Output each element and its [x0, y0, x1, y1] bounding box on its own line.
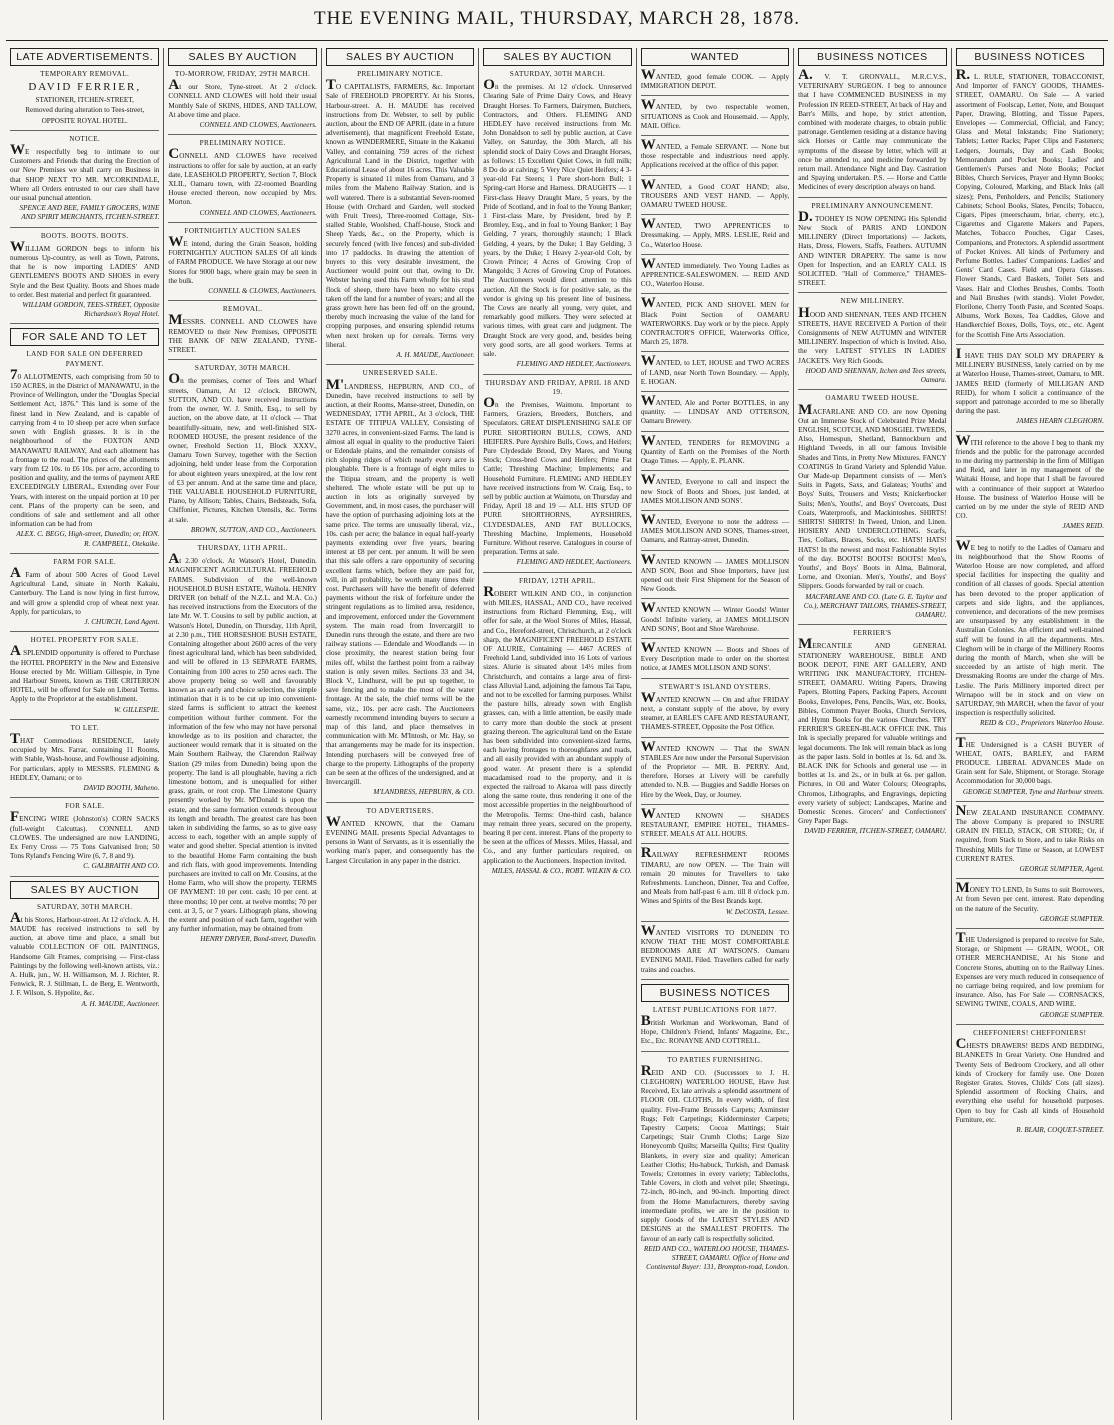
ad-body: WANTED, TENDERS for REMOVING a Quantity of Earth on the Premises of the North Otago Times. — Apply, E. PLANK.	[640, 432, 790, 466]
advertisement	[956, 1029, 1104, 1139]
advertisement	[10, 636, 159, 720]
ad-signature: FLEMING AND HEDLEY, Auctioneers.	[516, 360, 632, 369]
advertisement	[640, 600, 790, 639]
ad-body: MESSRS. CONNELL AND CLOWES have REMOVED to their New Premises, OPPOSITE THE BANK OF NEW ZEALAND, TYNE-STREET.	[168, 312, 317, 355]
advertisement	[955, 345, 1104, 432]
ad-signature: HOOD AND SHENNAN, Itchen and Tees streets, Oamaru.	[805, 366, 947, 385]
advertisement	[955, 930, 1104, 1025]
masthead-rule	[6, 40, 1108, 41]
advertisement	[955, 67, 1104, 345]
advertisement	[640, 176, 790, 216]
ad-signature: JAMES REID.	[1062, 522, 1104, 531]
ad-body: WANTED, Everyone to note the address — JAMES MOLLISON AND SONS, Thames-street, Oamaru, and Rattray-street, Dunedin.	[640, 511, 790, 545]
ad-body: WANTED, Everyone to call and inspect the new Stock of Boots and Shoes, just landed, at JAMES MOLLISON AND SONS'.	[640, 472, 790, 505]
advertisement	[10, 558, 159, 632]
advertisement	[640, 551, 790, 600]
section-heading: SALES BY AUCTION	[168, 48, 316, 66]
ad-body: On the premises. At 12 o'clock. Unreserved Clearing Sale of Prime Dairy Cows, and Heavy Draught Horses. To Farmers, Dairymen, Butchers, Contractors, and Others. FLEMING AND HEDLEY have received instructions from Mr. John Donaldson to sell by public auction, at Cave Valley, on Saturday, the 30th March, all his splendid stock of Dairy Cows and Draught Horses, as follows: 15 Excellent Quiet Cows, in full milk; 8 Do do at calving; 5 Very Nice Quiet Heifers; 4 3-year-old Fat Steers; 1 Pure short-horn Bull; 1 Spring-cart Horse and Harness. DRAUGHTS — 1 First-class Heavy Draught Mare, 5 years, by the Pride of Scotland, and in foal to the Young Banker; 1 First-class Mare, by President, bred by P. Bromley, Esq., and in foal to Young Banker; 1 Bay Gelding, 7 years, thoroughly staunch; 1 Black Gelding, 4 years, by the Duke; 1 Bay Gelding, 3 years, by the Duke; 1 Heavy 2-year-old Colt, by Crown Prince; 4 Acres of Growing Crop of Mangolds; 3 Acres of Growing Crop of Potatoes. The Auctioneers would direct attention to this auction. All the Stock is for positive sale, as the vendor is giving up his present line of business. The Cows are nearly all young, very quiet, and remarkably good milkers. They were selected at various times, with great care and judgment. The Draught Stock are very good, and, besides being very good sorts, are all good workers. Terms at sale.	[483, 77, 632, 359]
ad-body: CHESTS DRAWERS! BEDS AND BEDDING, BLANKETS In Great Variety. One Hundred and Twenty Sets of Bedroom Crockery, and all other kinds of Crockery for family use. One Dozen Register Grates. Stoves, Childs' Cots (all sizes). Splendid assortment of Rocking Chairs, and everything else useful for household purposes. Open to buy for Cash all kinds of Household Furniture, etc.	[955, 1036, 1104, 1124]
advertisement	[955, 734, 1104, 802]
ad-title: NOTICE.	[69, 134, 101, 143]
ad-title: TO ADVERTISERS.	[366, 806, 434, 815]
advertisement	[10, 135, 159, 228]
ad-body: HOOD AND SHENNAN, TEES AND ITCHEN STREETS, HAVE RECEIVED A Portion of their Consignments of NEW AUTUMN and WINTER MILLINERY. Inspection of which is Invited. Also, the very LATEST STYLES IN LADIES' JACKETS. Very Rich Goods.	[798, 304, 947, 365]
ad-signature: W. GILLESPIE.	[113, 705, 160, 714]
advertisement	[640, 67, 790, 96]
advertisement	[168, 139, 316, 223]
ad-signature: W. DeCOSTA, Lessee.	[725, 907, 790, 916]
advertisement	[798, 297, 946, 390]
ad-body: WANTED KNOWN — JAMES MOLLISON AND SON, Boot and Shoe Importers, have just opened out their First Shipment for the Season of New Goods.	[640, 551, 790, 594]
ad-body: MONEY TO LEND, In Sums to suit Borrowers, At from Seven per cent. interest. Rate depending on the nature of the Security.	[955, 880, 1104, 913]
section-heading: SALES BY AUCTION	[326, 48, 474, 66]
ad-signature: REID AND CO., WATERLOO HOUSE, THAMES-STREET, OAMARU. Office of Home and Continental Buyer: 131, Brompton-road, London.	[643, 1244, 790, 1272]
section-heading: SALES BY AUCTION	[10, 881, 159, 899]
ad-body: WANTED KNOWN, that the Oamaru EVENING MAIL presents Special Advantages to persons in Want of Servants, as it is essentially the working man's paper, and consequently has the Largest Circulation in any paper in the district.	[325, 813, 475, 865]
ad-signature: FLEMING AND HEDLEY, Auctioneers.	[516, 558, 632, 567]
ad-heading: DAVID FERRIER,	[28, 81, 142, 94]
ad-body: TO CAPITALISTS, FARMERS, &c. Important Sale of FREEHOLD PROPERTY. At his Stores, Harbour-street. A. H. MAUDE has received instructions from Dr. Webster, to sell by public auction, about the END OF APRIL (date in a future advertisement), that magnificent Freehold Estate, known as WINDERMERE, Situate in the Kakanui Valley, and containing 759 acres of the richest Agricultural Land in the District, together with Educational Lease of about 16 acres. This Valuable Property is situated 11 miles from Oamaru, and 3 miles from the Maheno Railway Station, and is well watered. There is a substantial Seven-roomed House (with Orchard and Garden, well stocked with Fruit Trees), Three-roomed Cottage, Six-stalled Stable, Woolshed, Chaff-house, Stock and Sheep Yards, &c., on the Property, which is securely fenced (with live fences) and sub-divided into 17 paddocks. In drawing the attention of buyers to this very desirable investment, the Auctioneer would point out that, owing to Dr. Webster having used this Farm wholly for his stud flock of sheep, there have been no white crops taken off the land for a number of years; and all the grass grown here has been fed off on the ground, thereby much increasing the value of the land for cropping purposes, and ensuring splendid returns when next broken up for cereals. Terms very liberal.	[325, 77, 475, 349]
ad-title: STEWART'S ISLAND OYSTERS.	[659, 682, 771, 691]
advertisement	[955, 537, 1104, 734]
ad-title: HOTEL PROPERTY FOR SALE.	[30, 636, 139, 645]
ad-title: SATURDAY, 30TH MARCH.	[509, 70, 606, 78]
ad-signature: SPENCE AND BEE, FAMILY GROCERS, WINE AND SPIRIT MERCHANTS, ITCHEN-STREET.	[19, 204, 160, 222]
ad-signature: A. H. MAUDE, Auctioneer.	[396, 351, 475, 360]
section-heading: BUSINESS NOTICES	[956, 48, 1104, 66]
ad-body: WANTED KNOWN — Winter Goods! Winter Goods! Infinite variety, at JAMES MOLLISON AND SONS', Boot and Shoe Warehouse.	[640, 600, 790, 633]
ad-body: NEW ZEALAND INSURANCE COMPANY. The above Company is prepared to INSURE GRAIN IN FIELD, STACK, OR STORE; Or, if required, from Stack to Store, and to take Risks on Threshing Mills for Time or Season, at LOWEST CURRENT RATES.	[955, 802, 1104, 863]
ad-body: WE intend, during the Grain Season, holding FORTNIGHTLY AUCTION SALES Of all kinds of FARM PRODUCE. We have Storage at our new Stores for 9000 bags, where grain may be seen in the bulk.	[168, 234, 317, 285]
advertisement	[641, 1006, 789, 1052]
section-heading: SALES BY AUCTION	[483, 48, 631, 66]
ad-body: REID AND CO. (Successors to J. H. CLEGHORN) WATERLOO HOUSE, Have Just Received, Ex late arrivals a splendid assortment of FLOOR OIL CLOTHS, In every width, of first quality. Five-Frame Brussels Carpets; Axminster Rugs; Felt Carpetings; Kidderminster Carpets; Tapestry Carpets; Cocoa Mattings; Stair Carpetings; Stair Crumb Cloths; Large Size Honeycomb Quilts; Marseilla Quilts; First Quality Blankets, in every size and quality; American Leather Cloths; Hu-habuck, Turkish, and Damask Towels; Cretonnes in every variety; Tablecloths, Table Covers, in cloth and velvet pile; Sheetings, 72-inch, 80-inch, and 90-inch. Importing direct from the Home Manufacturers, thereby saving intermediate profits, we are in the position to supply Goods of the LATEST STYLES AND DESIGNS at the SMALLEST PROFITS. The favour of an early call is respectfully solicited.	[640, 1062, 790, 1243]
ad-body: British Workman and Workwoman, Band of Hope, Children's Friend, Infants' Magazine, Etc., Etc., Etc. RONAYNE AND COTTRELL.	[640, 1013, 790, 1046]
ad-title: NEW MILLINERY.	[840, 297, 905, 306]
ad-body: WANTED KNOWN — SHADES RESTAURANT, EMPIRE HOTEL, THAMES-STREET. MEALS AT ALL HOURS.	[640, 805, 790, 839]
ad-body: WANTED, a Female SERVANT. — None but those respectable and industrious need apply. Applications received at the office of this paper.	[640, 137, 790, 170]
ad-signature: GEORGE SUMPTER, Tyne and Harbour streets.	[962, 787, 1104, 796]
advertisement	[955, 880, 1104, 929]
columns	[6, 48, 1108, 1420]
ad-body: WANTED KNOWN — That the SWAN STABLES Are now under the Personal Supervision of the Proprietor — MR. B. PERRY. And, therefore, Horses at Livery will be carefully attended to. N.B. — Buggies and Saddle Horses on Hire by the Week, Day, or Journey.	[640, 738, 790, 799]
advertisement	[168, 227, 316, 301]
advertisement	[798, 202, 946, 294]
section-heading: LATE ADVERTISEMENTS.	[10, 48, 159, 66]
ad-body: RAILWAY REFRESHMENT ROOMS TIMARU, are now OPEN. — The Train will remain 20 minutes for Travellers to take Refreshments. Luncheon, Dinner, Tea and Coffee, and Meals from half-past 6 a.m. till 8 o'clock p.m. Wines and Spirits of the Best Brands kept.	[640, 845, 790, 906]
advertisement	[640, 639, 790, 679]
ad-body: CONNELL AND CLOWES have received instructions to offer for sale by auction, at an early date, LEASEHOLD PROPERTY, Section 7, Block XLII., Oamaru town, with 22-roomed Boarding House erected thereon, now occupied by Mrs. Morton.	[168, 146, 317, 207]
advertisement	[10, 724, 159, 798]
advertisement	[798, 629, 946, 840]
ad-title: UNRESERVED SALE.	[362, 369, 438, 378]
ad-title: THURSDAY, 11TH APRIL.	[197, 543, 288, 552]
advertisement	[798, 394, 946, 625]
ad-signature: R. BLAIR, COQUET-STREET.	[1016, 1125, 1104, 1134]
advertisement	[640, 255, 790, 295]
ad-signature: GEORGE SUMPTER, Agent.	[1019, 865, 1104, 874]
ad-body: D. TOOHEY IS NOW OPENING His Splendid New Stock of PARIS AND LONDON MILLINERY (Direct Importations) — Jackets, Hats, Dress, Flowers, Staffs, Feathers. AUTUMN AND WINTER DRAPERY. The same is now Open for Inspection, and an EARLY CALL IS SOLICITED. "Hall of Commerce," THAMES-STREET.	[798, 208, 947, 288]
ad-body: On the premises, corner of Tees and Wharf streets, Oamaru, At 12 o'clock. BROWN, SUTTON, AND CO. have received instructions from the owner, W. J. Smith, Esq., to sell by auction, on the above date, at 11 o'clock — That beautifully-situate, new, and well-finished SIX-ROOMED HOUSE, the present residence of the owner, Freehold Section 11, Block XXXV., Oamaru Town Survey, together with the Section adjoining, held under lease from the Corporation for about eighteen years unexpired, at the low rent of £3 per annum. And at the same time and place, THE VALUABLE HOUSEHOLD FURNITURE, Piano, by Allison; Tables, Chairs, Bedsteads, Sofa, Chiffonier, Pictures, Kitchen Utensils, &c. Terms at sale.	[168, 371, 317, 524]
section-heading: BUSINESS NOTICES	[798, 48, 946, 66]
ad-title: FRIDAY, 12TH APRIL.	[518, 576, 597, 585]
advertisement	[10, 70, 159, 131]
ad-body: THE Undersigned is a CASH BUYER of WHEAT, OATS, BARLEY, and FARM PRODUCE. LIBERAL ADVANCES Made on Grain sent for Sale, Shipment, or Storage. Storage Accommodation for 30,000 bags.	[955, 734, 1104, 786]
ad-signature: C. GALBRAITH AND CO.	[83, 862, 160, 871]
ad-title: PRELIMINARY NOTICE.	[199, 139, 286, 148]
ad-signature: ALEX. C. BEGG, High-street, Dunedin; or, HON. R. CAMPBELL, Otekaike.	[16, 530, 160, 548]
advertisement	[640, 432, 790, 472]
ad-body: 70 ALLOTMENTS, each comprising from 50 to 150 ACRES, in the District of MANAWATU, in the Province of Wellington, under the "Douglas Special Settlement Act, 1876." This land is some of the finest land in New Zealand, and is capable of carrying from 4 to 10 sheep per acre when surface sown with English grasses. It is in the neighbourhood of the FOXTON AND MANAWATU RAILWAY, And each allotment has a frontage to the road. The prices of the allotments vary from £2 10s. to £6 10s. per acre, according to position and quality, and the terms of payment ARE EXCEEDINGLY LIBERAL, Extending over Four Years, with interest on the unpaid portion at 10 per cent. Plans of the property can be seen, and conditions of sale and settlement and all other information can be had from	[10, 366, 160, 529]
ad-signature: CONNELL AND CLOWES, Auctioneers.	[199, 121, 317, 130]
ad-title: TO LET.	[70, 723, 99, 732]
ad-body: At 2.30 o'clock. At Watson's Hotel, Dunedin. MAGNIFICENT AGRICULTURAL FREEHOLD FARMS. Subdivision of the well-known HOUSEHOLD BUSH ESTATE, Waihola. HENRY DRIVER (on behalf of the N.Z.L. and M.A. Co.) has received instructions from the Executors of the late Mr. W. T. Cousins to sell by public auction, at Watson's Hotel, Dunedin, on Thursday, 11th April, at 2.30 p.m., THE HORSESHOE BUSH ESTATE, Containing altogether about 2600 acres of the very finest agricultural land, which has been subdivided, and will be offered in 13 SEPARATE FARMS, Containing from 100 acres to 250 acres each. The above property being so well and favourably known as an early and choice selection, the simple intimation that it is to be cut up into convenient-sized farms is sufficient to attract the keenest competition without further comment. For the information of the few who may not have personal knowledge as to its position and character, the auctioneer would remark that it is situated on the Main Southern Railway, the Clarendon Railway Station (29 miles from Dunedin) being upon the property. The land is all ploughable, having a rich limestone bottom, and is unequalled for either grass, grain, or root crop. The Limestone Quarry presently worked by Mr. M'Donald is upon the estate, and the same formation extends throughout its length and breadth. The greatest care has been taken in subdividing the farms, so as to give easy access to each, together with an ample supply of water and good shelter. Special attention is invited to the beautiful Home Farm containing the bush and rich flats, with good improvements. Intending purchasers are invited to call on Mr. Cousins, at the Home Farm, who will show the property. TERMS OF PAYMENT: 10 per cent. cash; 10 per cent. at three months; 10 per cent. at twelve months; 70 per cent. at 3, 5, or 7 years. Lithograph plans, showing the extent and position of each farm, together with any further information, may be obtained from	[168, 551, 317, 934]
advertisement	[483, 577, 631, 881]
section-heading: BUSINESS NOTICES	[641, 984, 789, 1002]
advertisement	[168, 364, 316, 540]
ad-body: WANTED, a Good COAT HAND; also, TROUSERS AND VEST HAND. — Apply, OAMARU TWEED HOUSE.	[640, 176, 790, 210]
advertisement	[955, 432, 1104, 537]
ad-line: Removed during alteration to Tees-street,	[25, 106, 145, 115]
ad-title: BOOTS. BOOTS. BOOTS.	[40, 231, 129, 240]
ad-title: TO-MORROW, FRIDAY, 29TH MARCH.	[174, 70, 311, 78]
ad-title: SATURDAY, 30TH MARCH.	[194, 364, 291, 373]
advertisement	[640, 137, 790, 176]
section-heading: WANTED	[641, 48, 789, 66]
column	[951, 48, 1108, 1420]
ad-signature: CONNELL AND CLOWES, Auctioneers.	[199, 208, 317, 217]
ad-body: WANTED, to LET, HOUSE and TWO ACRES of LAND, near North Town Boundary. — Apply, E. HOGAN.	[640, 353, 790, 386]
ad-title: PRELIMINARY ANNOUNCEMENT.	[811, 201, 934, 210]
advertisement	[640, 97, 790, 136]
ad-signature: DAVID FERRIER, ITCHEN-STREET, OAMARU.	[804, 827, 947, 836]
ad-body: A SPLENDID opportunity is offered to Purchase the HOTEL PROPERTY in the New and Extensive House erected by Mr. William Gillespie, in Tyne and Harbour Streets, known as THE CRITERION HOTEL, will be offered for Sale on Liberal Terms. Apply to the Proprietor at the establishment.	[10, 643, 160, 704]
ad-body: A Farm of about 500 Acres of Good Level Agricultural Land, situate in North Kakaiu, Canterbury. The Land is now lying in first furrow, and will grow a splendid crop of wheat next year. Apply, for particulars, to	[10, 564, 160, 616]
column	[163, 48, 320, 1420]
ad-signature: M'LANDRESS, HEPBURN, & CO.	[373, 788, 475, 797]
ad-body: WE respectfully beg to intimate to our Customers and Friends that during the Erection of our New Premises we shall carry on Business in that SHOP NEXT TO MR. M'CORKINDALE, Where all Orders entrusted to our care shall have our usual punctual attention.	[10, 142, 160, 203]
advertisement	[483, 379, 631, 573]
advertisement	[640, 472, 790, 511]
column	[636, 48, 793, 1420]
advertisement	[641, 1056, 789, 1277]
ad-body: WANTED, by two respectable women, SITUATIONS as Cook and Housemaid. — Apply, MAIL Office.	[640, 97, 790, 130]
ad-line: OPPOSITE ROYAL HOTEL.	[41, 116, 128, 125]
ad-body: WANTED, Ale and Porter BOTTLES, in any quantity. — LINDSAY AND OTTERSON, Oamaru Brewery.	[640, 393, 790, 426]
ad-signature: JAMES HEARN CLEGHORN.	[1015, 417, 1104, 426]
ad-title: CHEFFONIERS! CHEFFONIERS!	[973, 1028, 1087, 1037]
column	[478, 48, 635, 1420]
masthead: THE EVENING MAIL, THURSDAY, MARCH 28, 1878.	[313, 8, 800, 29]
ad-signature: GEORGE SUMPTER.	[1039, 914, 1104, 923]
ad-line: STATIONER, ITCHEN-STREET,	[35, 96, 134, 105]
advertisement	[168, 305, 316, 360]
advertisement	[10, 802, 159, 876]
advertisement	[640, 393, 790, 432]
ad-signature: GEORGE SUMPTER.	[1039, 1010, 1104, 1019]
ad-body: M'LANDRESS, HEPBURN, AND CO., of Dunedin, have received instructions to sell by auction, at their Rooms, Manse-street, Dunedin, on WEDNESDAY, 17TH APRIL, At 3 o'clock, THE ESTATE OF TITIPUA VALLEY, Consisting of 3270 acres, in convenient-sized Farms. The land is almost all equal in quality to the productive Taieri or Edendale plains, and the remainder consists of rich sloping ridges of which nearly every acre is ploughable. There is a frontage of eight miles to the Titipua stream, and the property is well sheltered. The whole estate will be put up to auction in lots as originally surveyed by Government, and, in most cases, the purchaser will have the option of purchasing adjoining lots at the same price. The terms are unusually liberal, viz., 10s. cash per acre; the balance in equal half-yearly payments extending over five years, bearing interest at £8 per cent. per annum. It will be seen that this sale offers a rare opportunity of securing excellent farms which, before they are paid for, will, in all probability, be worth many times their cost. Purchasers will have the benefit of deferred payments without the risk of forfeiture under the stringent regulations as to limited area, residence, and improvement, enforced under the Government system. The main road from Invercargill to Dunedin runs through the estate, and there are two railway stations — Edendale and Woodlands — in close proximity, the nearest station being four miles off, whilst the farthest point from a railway station is only seven miles. Sections 33 and 34, Block V., Lindhurst, will be put up together, to save fencing and to make the most of the water frontage. At the sale, the chief terms will be the same, viz., 10s. per acre cash. The Auctioneers earnestly recommend intending buyers to secure a map of this land, and place themselves in communication with Mr. M'Intosh, or Mr. Hay, so that arrangements may be made for its inspection. Intending purchasers will be conveyed free of charge to the property. Lithographs of the property can be seen at the offices of the undersigned, and at Invercargill.	[325, 376, 475, 787]
advertisement	[10, 232, 159, 325]
ad-body: At our Store, Tyne-street. At 2 o'clock. CONNELL AND CLOWES will hold their usual Monthly Sale of SKINS, HIDES, AND TALLOW, At above time and place.	[168, 77, 317, 119]
ad-body: WANTED, TWO APPRENTICES to Dressmaking. — Apply, MRS. LESLIE, Reid and Co., Waterloo House.	[640, 216, 790, 249]
ad-title: REMOVAL.	[222, 305, 263, 314]
advertisement	[640, 295, 790, 352]
column	[321, 48, 478, 1420]
ad-body: WANTED, PICK AND SHOVEL MEN for Black Point Section of OAMARU WATERWORKS. Day work or by the piece. Apply CONTRACTOR'S OFFICE, Waterworks Office, March 25, 1878.	[640, 295, 790, 347]
ad-signature: MILES, HASSAL & CO., ROBT. WILKIN & CO.	[491, 866, 632, 875]
ad-title: FORTNIGHTLY AUCTION SALES	[184, 226, 301, 235]
ad-body: On the Premises, Waimotu. Important to Farmers, Graziers, Breeders, Butchers, and Speculators. GREAT DISPLENISHING SALE OF PURE SHORTHORN BULLS, COWS, AND HEIFERS. Pure Ayrshire Bulls, Cows, and Heifers; Pure Clydesdale Brood, Dry Mares, and Young Stock; Cross-bred Cows and Heifers; Prime Fat Cattle; Threshing Machine; Implements; and Household Furniture. FLEMING AND HEDLEY have received instructions from W. Craig, Esq., to sell by public auction at Waimotu, on Thursday and Friday, April 18 and 19 — ALL HIS STUD OF PURE SHORTHORNS, AYRSHIRES, CLYDESDALES, AND FAT BULLOCKS, Threshing Machine, Implements, Household Furniture. Without reserve. Catalogues in course of preparation. Terms at sale.	[483, 394, 632, 557]
ad-body: WANTED, good female COOK. — Apply IMMIGRATION DEPOT.	[640, 67, 790, 91]
ad-body: WANTED VISITORS TO DUNEDIN TO KNOW THAT THE MOST COMFORTABLE BEDROOMS ARE AT WATSON'S. Oamaru EVENING MAIL Filed. Travellers called for early trains and coaches.	[640, 922, 790, 974]
ad-signature: MACFARLANE AND CO. (Late G. E. Taylor and Co.), MERCHANT TAILORS, THAMES-STREET, OAMARU.	[803, 592, 947, 619]
ad-signature: J. CHURCH, Land Agent.	[84, 617, 160, 626]
advertisement	[168, 544, 316, 949]
column	[793, 48, 950, 1420]
ad-signature: REID & CO., Proprietors Waterloo House.	[979, 719, 1104, 728]
ad-title: LATEST PUBLICATIONS FOR 1877.	[652, 1005, 777, 1014]
ad-body: R. L. RULE, STATIONER, TOBACCONIST, And Importer of FANCY GOODS, THAMES-STREET, OAMARU. On Sale — A varied assortment of Foolscap, Letter, Note, and Bouquet Paper, Drawing, Blotting, and Tissue Papers, Envelopes — Commercial, Official, and Fancy; Glass and Metal Inkstands; Fine Stationery; Tablets; Letter Racks; Paper Clips and Fasteners; Ledgers, Journals, Day and Cash Books; Memorandum and Pocket Books; Ladies' and Gentlemen's Purses and Note Books; Pocket Bibles, Church Services, Prayer and Hymn Books; Copying, Coloured, Marking, and Black Inks (all sizes); Pens, Penholders, and Pencils; Stationery Cabinets; School Books, Slates, Pencils; Tobacco, Cigars, Pipes (meerschaum, briar, cherry, etc.), Cigarettes and Cigarette Makers and Papers, Matches, Tobacco Pouches, Cigar Cases, Companions, and Protectors. A splendid assortment of Pocket Knives. All kinds of Perfumery and Perfume Bottles. Ladies' Companions. Ladies' and Gents' Card Cases. Field and Opera Glasses. Flower Stands, Card Baskets, Toilet Sets and Vases. Hair and Clothes Brushes, Combs. Tooth and Nail Brushes (with stands). Violet Powder, Florilone, Cherry Tooth Paste, and Scented Soaps. Albums, Work Boxes, Tea Caddies, Glove and Handkerchief Boxes, Dolls, Toys, etc., etc. Agent for the Scottish Fine Arts Association.	[955, 67, 1104, 339]
ad-body: WANTED KNOWN — On and after FRIDAY next, a constant supply of the above, by every steamer, at EARLE'S CAFE AND RESTAURANT, THAMES-STREET, Opposite the Post Office.	[640, 689, 790, 732]
advertisement	[955, 802, 1104, 879]
ad-signature: HENRY DRIVER, Bond-street, Dunedin.	[200, 935, 317, 944]
ad-title: LAND FOR SALE ON DEFERRED PAYMENT.	[26, 350, 144, 368]
advertisement	[641, 683, 789, 738]
ad-title: FARM FOR SALE.	[53, 557, 117, 566]
ad-body: MACFARLANE AND CO. are now Opening Out an Immense Stock of Celebrated Prize Medal ENGLISH, SCOTCH, AND MOSGIEL TWEEDS, Also, Homespun, Shetland, Bannockburn and Highland Tweeds, in all our famous Invisible Shades and Tints, in Pretty New Mixtures. FANCY COATINGS In Grand Variety and Splendid Value. Our Made-up Department consists of — Men's Suits in Pagets, Saxs, and Galateas; Youths' and Boys' Suits, Trousers and Vests; Knickerbocker Suits; Men's, Youths', and Boys' Overcoats, Dust Coats, Waterproofs, and Mackintoshes. SHIRTS! SHIRTS! SHIRTS! In Tweed, Union, and Linen. HOSIERY AND UNDERCLOTHING. Scarfs, Ties, Collars, Braces, Socks, etc. HATS! HATS! HATS! In the newest and most Fashionable Styles of the day. BOOTS! BOOTS! BOOTS! Men's, Youths', and Boys' Boots in Alma, Balmoral, Lorne, and Oxonian. Men's, Youths', and Boys' Slippers. Goods forwarded by rail or coach.	[798, 401, 947, 591]
ad-body: At his Stores, Harbour-street. At 12 o'clock. A. H. MAUDE has received instructions to sell by auction, at above time and place, a small but valuable COLLECTION OF OIL PAINTINGS, Handsome Gilt Frames, comprising — First-class Paintings by the following well-known artists, viz.: A. Hulk, jun., W. H. Williamson, M. J. Richter, R. Fenwick, R. J. Stillman, L. de Berg, E. Wentworth, J. F. Wilson, S. Hypolite, &c.	[10, 909, 160, 998]
ad-body: FENCING WIRE (Johnston's) CORN SACKS (full-weight Calcuttas). CONNELL AND CLOWES. The undersigned are now LANDING, Ex Ferry Cross — 75 Tons Galvanised Iron; 50 Tons Ryland's Fencing Wire (6, 7, 8 and 9).	[10, 809, 160, 861]
ad-body: THAT Commodious RESIDENCE, lately occupied by Mrs. Farrar, containing 11 Rooms, with Stable, Wash-house, and Fowlhouse adjoining. For particulars, apply to MESSRS. FLEMING & HEDLEY, Oamaru; or to	[10, 730, 160, 782]
ad-body: ROBERT WILKIN AND CO., in conjunction with MILES, HASSAL, AND CO., have received instructions from Richard Flemming, Esq., will offer for sale, at the Wool Stores of Miles, Hassal, and Co., Hereford-street, Christchurch, at 2 o'clock sharp, the MAGNIFICENT FREEHOLD ESTATE OF ALURIE, Containing — 4467 ACRES of Freehold Land, subdivided into 16 Lots of various sizes. Alurie is situated about 14½ miles from Christchurch, and contains a large area of first-class Alluvial Land, adjoining the famous Tai Tapu, and not to be excelled for farming purposes. Whilst the pasture hills, already sown with English grasses, can, with a little attention, be easily made to carry more than double the stock at present grazing thereon. The agricultural land on the Estate has been subdivided into convenient-sized farms, each having frontages to thoroughfares and roads, and all easily provided with an abundant supply of good water. At present there is a splendid macadamised road to the property, and it is expected the railroad to Akaroa will pass directly along the same route, thus rendering it one of the most accessible properties in the neighbourhood of the Metropolis. Terms: One-third cash, balance may remain three years, secured on the property, bearing 8 per cent. interest. Plans of the property to be seen at the offices of Messrs. Miles, Hassal, and Co., and any further particulars required, on application to the Auctioneers. Inspection invited.	[483, 583, 632, 865]
advertisement	[326, 70, 474, 365]
ad-body: I HAVE THIS DAY SOLD MY DRAPERY & MILLINERY BUSINESS, lately carried on by me at Waterloo House, Thames-street, Oamaru, to MR. JAMES REID (formerly of MILLIGAN AND REID), for whom I solicit a continuance of the support and patronage accorded to me so liberally during the past.	[955, 345, 1104, 416]
advertisement	[483, 70, 631, 375]
ad-body: WITH reference to the above I beg to thank my friends and the public for the patronage accorded to me during my partnership in the firm of Milligan and Reid, and later in my management of the Waitaki House, and hope that I shall be favoured with a continuance of their support at Waterloo House. The business of Waterloo House will be carried on by me under the style of REID AND CO.	[955, 432, 1104, 521]
ad-signature: A. H. MAUDE, Auctioneer.	[81, 999, 160, 1008]
ad-title: TEMPORARY REMOVAL.	[40, 70, 130, 78]
ad-signature: WILLIAM GORDON, TEES-STREET, Opposite Richardson's Royal Hotel.	[22, 301, 160, 319]
advertisement	[798, 67, 947, 198]
advertisement	[10, 903, 159, 1013]
advertisement	[640, 216, 790, 255]
ad-title: PRELIMINARY NOTICE.	[357, 70, 444, 78]
advertisement	[640, 805, 790, 845]
advertisement	[10, 350, 159, 553]
ad-body: WANTED KNOWN — Boots and Shoes of Every Description made to order on the shortest notice, at JAMES MOLLISON AND SONS'.	[640, 639, 790, 673]
ad-title: TO PARTIES FURNISHING.	[667, 1055, 763, 1064]
ad-title: FOR SALE.	[65, 802, 105, 811]
section-heading: FOR SALE AND TO LET	[10, 328, 159, 346]
ad-body: A. V. T. GRONVALL, M.R.C.V.S., VETERINARY SURGEON. I beg to announce that I have COMMENCED BUSINESS in my Profession IN REED-STREET, At back of Hay and Barr's Mills, and hope, by strict attention, combined with moderate charges, to obtain public patronage. Gentlemen residing at a distance having sick Horses or Cattle may communicate the symptoms of the disease by letter, which will at once be attended to, and medicine forwarded by return mail. Attendance Night and Day. Castration and Spaying undertaken. P.S. — Horse and Cattle Medicines of every description always on hand.	[798, 67, 947, 192]
advertisement	[640, 922, 790, 980]
ad-body: MERCANTILE AND GENERAL STATIONERY WAREHOUSE, BIBLE AND BOOK DEPOT, FINE ART GALLERY, AND WRITING INK MANUFACTORY, ITCHEN-STREET, OAMARU. Writing Papers, Drawing Papers, Blotting Papers, Packing Papers, Account Books, Envelopes, Pens, Pencils, Wax, etc. Books, Bibles, Common Prayer Books, Church Services, and Hymn Books for the various Churches. TRY FERRIER'S GREEN-BLACK OFFICE INK. This Ink is specially prepared for valuable writings and legal documents. The Ink will remain black as long as the paper lasts. Sold in bottles at 1s. 6d. and 3s. BLACK INK for Schools and general use — in bottles at 1s. and 2s., or in bulk at 6s. per gallon. Pictures, in Oil and Water Colours; Oleographs, Chromos, Lithographs, and Engravings, depicting every variety of subject; Landscapes, Marine and Domestic Scenes. Grocers' and Confectioners' Grey Paper Bags.	[798, 636, 947, 826]
advertisement	[326, 369, 474, 802]
advertisement	[326, 807, 474, 870]
ad-body: WILLIAM GORDON begs to inform his numerous Up-country, as well as Town, Patrons, that he is now importing LADIES' AND GENTLEMEN'S BOOTS AND SHOES in every Style and the Best Quality. Boots and Shoes made to order. Best material and perfect fit guaranteed.	[10, 238, 160, 299]
column	[6, 48, 163, 1420]
ad-title: SATURDAY, 30TH MARCH.	[36, 902, 133, 911]
ad-signature: CONNELL & CLOWES, Auctioneers.	[208, 287, 317, 296]
advertisement	[168, 70, 316, 135]
ad-signature: DAVID BOOTH, Maheno.	[83, 784, 160, 792]
ad-title: OAMARU TWEED HOUSE.	[825, 394, 920, 403]
advertisement	[640, 738, 790, 805]
advertisement	[640, 353, 790, 392]
advertisement	[640, 845, 790, 921]
ad-body: WE beg to notify to the Ladies of Oamaru and its neighbourhood that the Show Rooms of Waterloo House are now completed, and afford special facilities for inspecting the quality and condition of all classes of goods. Special attention has been devoted to the proper application of carpets and side lights, and the appliances, convenience, and decorations of the new premises are unsurpassed by any establishment in the Australian Colonies. An efficient and well-trained staff will be found in all the departments. Mrs. Cleghorn will be in charge of the Millinery Rooms during the month of March, when she will be succeeded by an artiste of high merit. The Dressmaking Rooms are under the charge of Mrs. Leslie. The Paris Millinery imported direct per Wirnapoo will be in stock and on view on SATURDAY, 9th MARCH, when the favor of your inspection is respectfully solicited.	[955, 537, 1104, 718]
advertisement	[640, 511, 790, 551]
ad-body: WANTED immediately. Two Young Ladies as APPRENTICE-SALESWOMEN. — REID AND CO., Waterloo House.	[640, 255, 790, 289]
ad-signature: BROWN, SUTTON, AND CO., Auctioneers.	[190, 525, 317, 534]
ad-body: THE Undersigned is prepared to receive for Sale, Storage, or Shipment — GRAIN, WOOL, OR OTHER MERCHANDISE, At his Stone and Concrete Stores, abutting on to the Railway Lines. Expenses are very much reduced in consequence of no carriage being required, and low premium for insurance. Also, has For Sale — CORNSACKS, SEWING TWINE, COALS, AND WIRE.	[955, 930, 1104, 1009]
ad-title: FERRIER'S	[853, 629, 892, 638]
ad-title: THURSDAY AND FRIDAY, APRIL 18 AND 19.	[484, 378, 630, 396]
